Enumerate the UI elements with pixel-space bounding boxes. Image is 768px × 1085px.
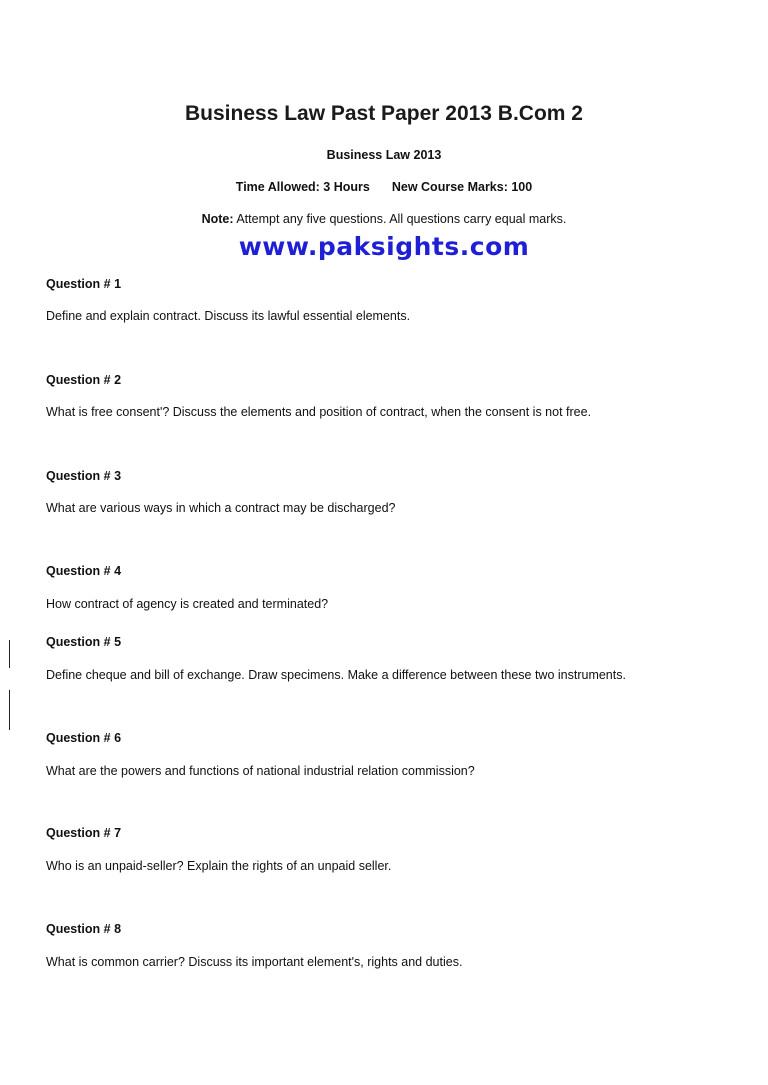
note-text: Attempt any five questions. All questions carry equal marks. [233, 212, 567, 226]
note-label: Note: [201, 212, 234, 226]
question-text: What is free consent'? Discuss the elements and position of contract, when the consent is not free. [46, 405, 592, 419]
question-text: What is common carrier? Discuss its important element's, rights and duties. [46, 955, 463, 969]
margin-mark [9, 640, 10, 668]
question-text: What are various ways in which a contract may be discharged? [46, 501, 396, 515]
page-title: Business Law Past Paper 2013 B.Com 2 [184, 102, 583, 125]
question-text: Who is an unpaid-seller? Explain the rights of an unpaid seller. [46, 859, 392, 873]
question-heading: Question # 3 [46, 469, 122, 483]
question-heading: Question # 2 [46, 373, 122, 387]
question-heading: Question # 1 [46, 277, 122, 291]
page-subtitle: Business Law 2013 [326, 148, 442, 162]
time-allowed: Time Allowed: 3 Hours [235, 180, 370, 194]
exam-note [0, 212, 768, 226]
question-text: How contract of agency is created and terminated? [46, 597, 329, 611]
question-heading: Question # 8 [46, 922, 122, 936]
website-link[interactable]: www.paksights.com [238, 232, 530, 261]
question-heading: Question # 4 [46, 564, 122, 578]
exam-meta [0, 180, 768, 194]
question-text: What are the powers and functions of national industrial relation commission? [46, 764, 475, 778]
question-heading: Question # 5 [46, 635, 122, 649]
question-text: Define cheque and bill of exchange. Draw specimens. Make a difference between these two instruments. [46, 668, 626, 682]
question-heading: Question # 7 [46, 826, 122, 840]
question-text: Define and explain contract. Discuss its lawful essential elements. [46, 309, 411, 323]
question-heading: Question # 6 [46, 731, 122, 745]
course-marks: New Course Marks: 100 [391, 180, 533, 194]
margin-mark [9, 690, 10, 730]
